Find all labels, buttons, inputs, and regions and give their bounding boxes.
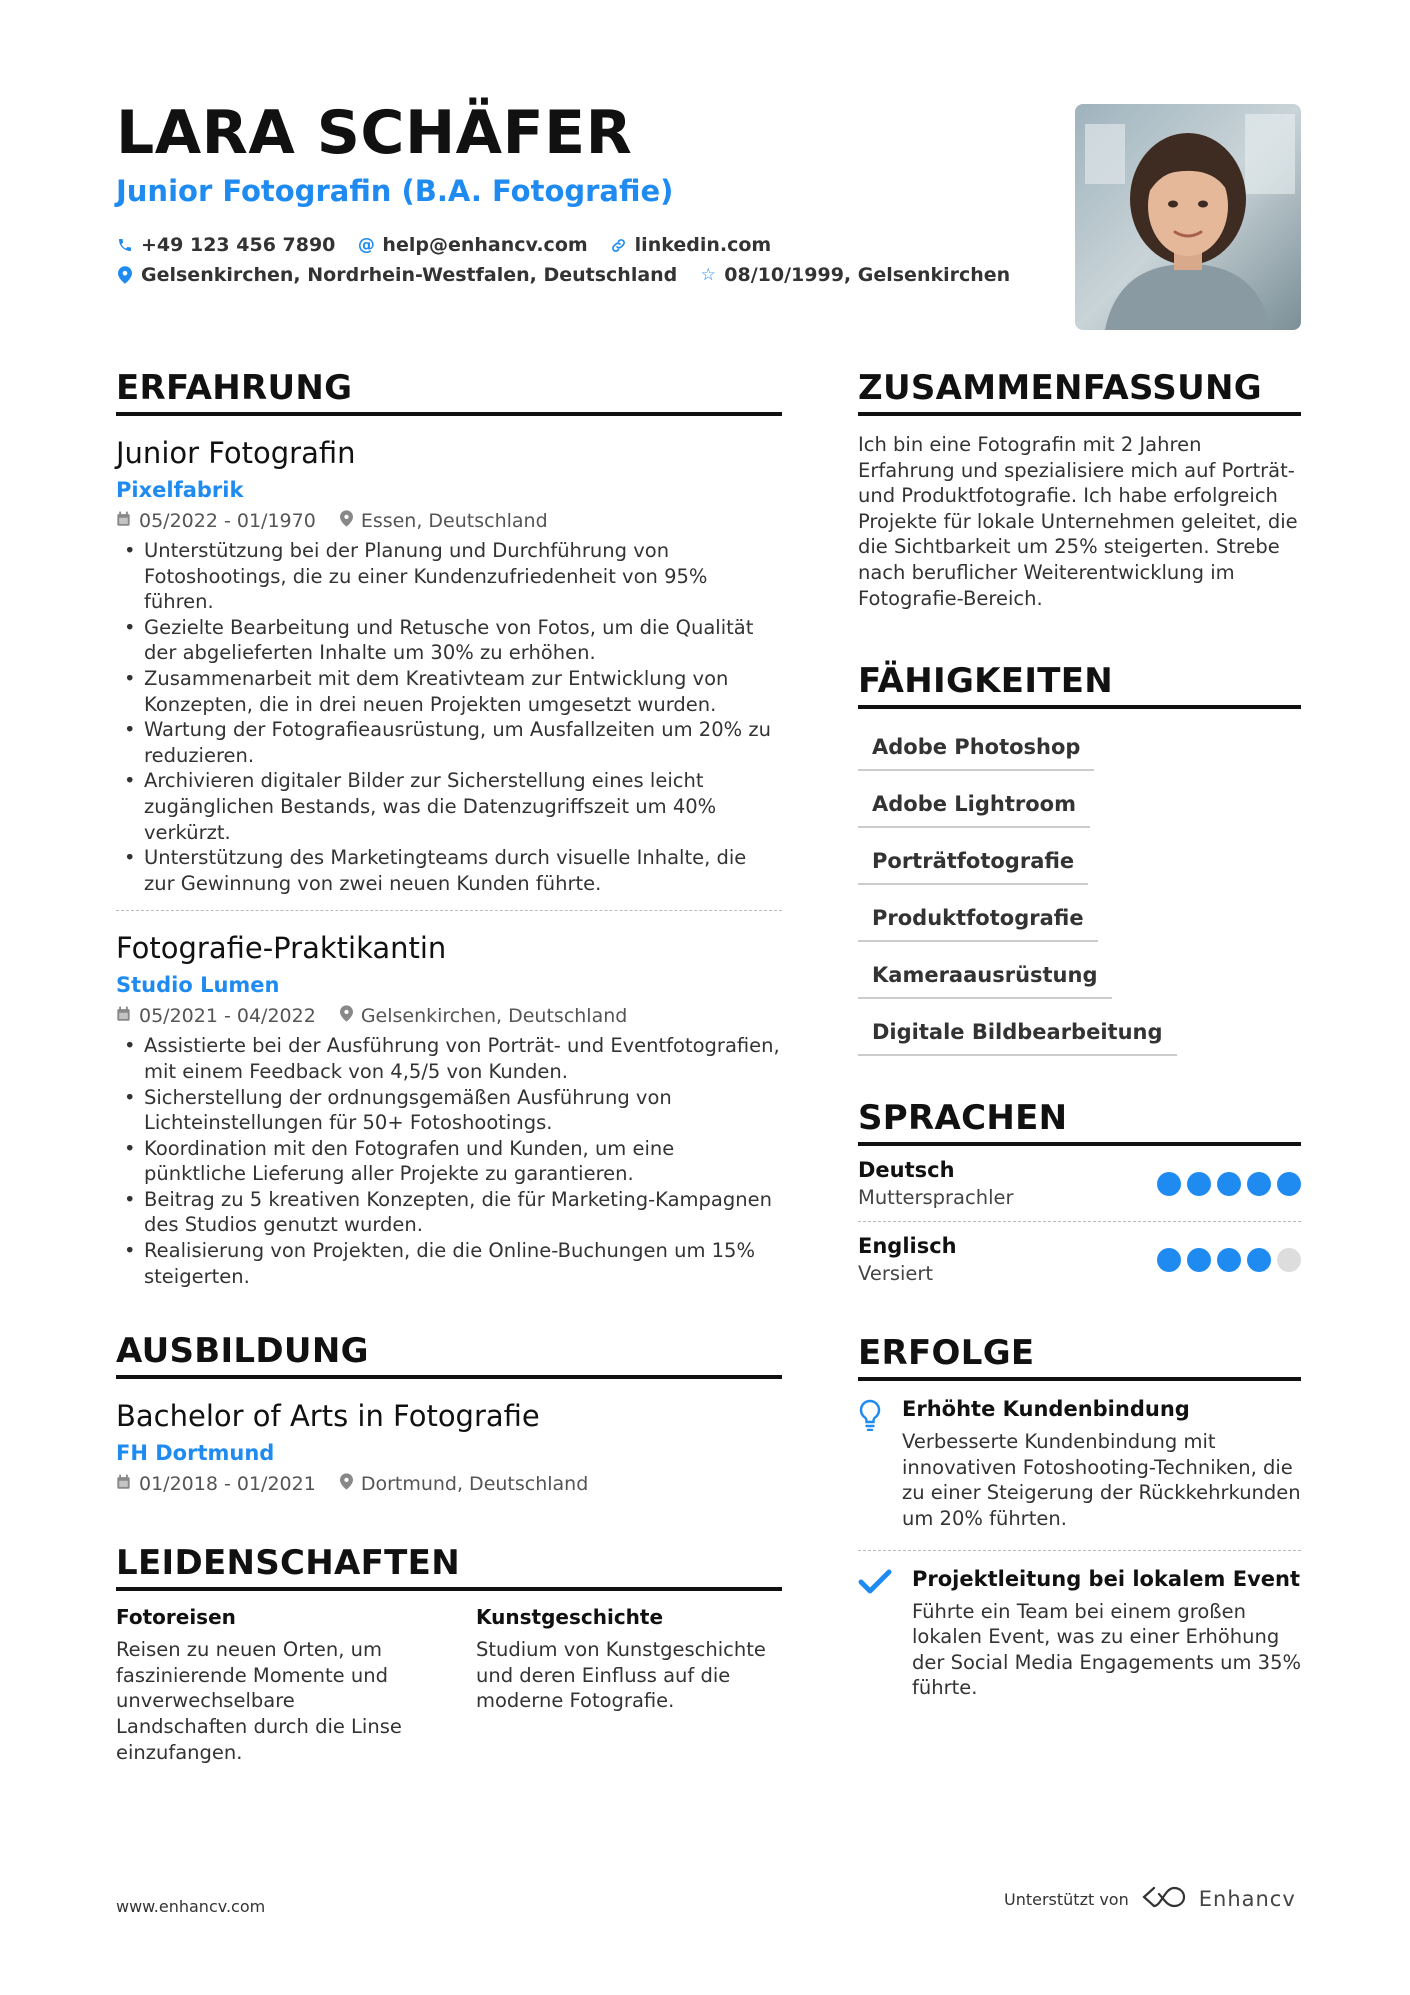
rating-dot-filled (1247, 1172, 1271, 1196)
skill-tag: Adobe Photoshop (858, 723, 1094, 771)
candidate-title: Junior Fotografin (B.A. Fotografie) (116, 174, 674, 208)
skills-list (858, 723, 1301, 1056)
bullet-item: • Unterstützung bei der Planung und Durchführung von Fotoshootings, die zu einer Kundenzufriedenheit von 95% führen. (116, 538, 782, 615)
bullet-item: • Archivieren digitaler Bilder zur Sicherstellung eines leicht zugänglichen Bestands, was die Datenzugriffszeit um 40% verkürzt. (116, 768, 782, 845)
passion-title: Kunstgeschichte (476, 1605, 664, 1630)
skill-tag: Kameraausrüstung (858, 951, 1112, 999)
job-bullets (116, 538, 782, 896)
languages-list (858, 1146, 1301, 1297)
bullet-item: • Unterstützung des Marketingteams durch visuelle Inhalte, die zur Gewinnung von zwei neuen Kunden führte. (116, 845, 782, 896)
location-contact (116, 260, 677, 290)
summary-text: Ich bin eine Fotografin mit 2 Jahren Erfahrung und spezialisiere mich auf Porträt- und Produktfotografie. Ich habe erfolgreich Projekte für lokale Unternehmen geleitet, die die Sichtbarkeit um 25% steigerten. Strebe nach beruflicher Weiterentwicklung im Fotografie-Bereich. (858, 433, 1298, 610)
achievement-item (858, 1550, 1301, 1719)
enhancv-logo-icon (1141, 1884, 1187, 1914)
job-role: Fotografie-Praktikantin (116, 931, 447, 966)
achievements-list (858, 1381, 1301, 1719)
rating-dot-filled (1157, 1172, 1181, 1196)
bullet-item: • Zusammenarbeit mit dem Kreativteam zur Entwicklung von Konzepten, die in drei neuen Projekten umgesetzt wurden. (116, 666, 782, 717)
education-heading: AUSBILDUNG (116, 1331, 782, 1379)
profile-photo (1075, 104, 1301, 330)
achievement-desc: Verbesserte Kundenbindung mit innovativen Fotoshooting-Techniken, die zu einer Steigerung der Rückkehrkunden um 20% führten. (902, 1430, 1301, 1530)
job-company: Studio Lumen (116, 973, 280, 998)
lightbulb-icon (858, 1397, 882, 1531)
rating-dot-filled (1157, 1248, 1181, 1272)
right-column (858, 368, 1301, 1719)
job-location: Essen, Deutschland (360, 510, 548, 532)
degree: Bachelor of Arts in Fotografie (116, 1399, 540, 1434)
footer-website[interactable]: www.enhancv.com (116, 1897, 266, 1916)
at-icon: @ (357, 235, 375, 255)
divider (116, 910, 782, 911)
linkedin-url: linkedin.com (634, 234, 772, 256)
bullet-item: • Beitrag zu 5 kreativen Konzepten, die für Marketing-Kampagnen des Studios genutzt wurden. (116, 1187, 782, 1238)
location-pin-icon (340, 1005, 353, 1027)
language-rating (1157, 1248, 1301, 1272)
language-level: Muttersprachler (858, 1186, 1014, 1210)
rating-dot-filled (1247, 1248, 1271, 1272)
left-column (116, 368, 782, 1765)
language-item (858, 1146, 1301, 1221)
language-level: Versiert (858, 1262, 934, 1286)
job-company: Pixelfabrik (116, 478, 244, 502)
job-meta (116, 1005, 782, 1027)
footer-brand (1004, 1884, 1296, 1914)
achievements-heading: ERFOLGE (858, 1333, 1301, 1381)
achievement-title: Projektleitung bei lokalem Event (912, 1566, 1300, 1591)
calendar-icon (116, 1006, 131, 1027)
rating-dot-filled (1217, 1172, 1241, 1196)
calendar-icon (116, 1474, 131, 1495)
candidate-name: LARA SCHÄFER (116, 98, 633, 168)
achievement-desc: Führte ein Team bei einem großen lokalen Event, was zu einer Erhöhung der Social Media Engagements um 35% führte. (912, 1599, 1302, 1700)
birth-info (699, 260, 1010, 290)
passion-item (116, 1605, 416, 1765)
bullet-item: • Wartung der Fotografieausrüstung, um Ausfallzeiten um 20% zu reduzieren. (116, 717, 782, 768)
education-dates: 01/2018 - 01/2021 (139, 1473, 316, 1496)
phone-number: +49 123 456 7890 (141, 234, 336, 256)
job-meta (116, 510, 782, 532)
calendar-icon (116, 511, 131, 532)
linkedin-contact[interactable] (610, 230, 772, 260)
rating-dot-filled (1277, 1172, 1301, 1196)
education-location: Dortmund, Deutschland (360, 1473, 589, 1496)
star-icon: ☆ (700, 265, 716, 285)
rating-dot-filled (1187, 1172, 1211, 1196)
contact-info (116, 230, 1016, 290)
education-entry (116, 1399, 782, 1495)
education-meta (116, 1473, 782, 1495)
passions-heading: LEIDENSCHAFTEN (116, 1543, 782, 1591)
achievement-item (858, 1381, 1301, 1549)
bullet-item: • Koordination mit den Fotografen und Kunden, um eine pünktliche Lieferung aller Projekte zu garantieren. (116, 1136, 782, 1187)
location-pin-icon (340, 510, 353, 532)
language-name: Deutsch (858, 1158, 955, 1183)
birth-text: 08/10/1999, Gelsenkirchen (724, 264, 1011, 286)
job-role: Junior Fotografin (116, 436, 356, 470)
bullet-item: • Sicherstellung der ordnungsgemäßen Ausführung von Lichteinstellungen für 50+ Fotoshootings. (116, 1085, 782, 1136)
bullet-item: • Realisierung von Projekten, die die Online-Buchungen um 15% steigerten. (116, 1238, 782, 1289)
job-dates: 05/2022 - 01/1970 (139, 510, 316, 532)
language-item (858, 1221, 1301, 1297)
powered-by-text: Unterstützt von (1004, 1889, 1129, 1909)
achievement-title: Erhöhte Kundenbindung (902, 1397, 1190, 1422)
phone-icon (116, 237, 134, 253)
language-name: Englisch (858, 1234, 957, 1259)
passion-title: Fotoreisen (116, 1605, 236, 1630)
bullet-item: • Assistierte bei der Ausführung von Porträt- und Eventfotografien, mit einem Feedback von 4,5/5 von Kunden. (116, 1033, 782, 1084)
passion-desc: Reisen zu neuen Orten, um faszinierende Momente und unverwechselbare Landschaften durch die Linse einzufangen. (116, 1638, 402, 1764)
skill-tag: Adobe Lightroom (858, 780, 1090, 828)
job-entry (116, 931, 782, 1289)
languages-heading: SPRACHEN (858, 1098, 1301, 1146)
bullet-item: • Gezielte Bearbeitung und Retusche von Fotos, um die Qualität der abgelieferten Inhalte um 30% zu erhöhen. (116, 615, 782, 666)
link-icon (610, 237, 628, 254)
job-bullets (116, 1033, 782, 1289)
experience-heading: ERFAHRUNG (116, 368, 782, 416)
location-text: Gelsenkirchen, Nordrhein-Westfalen, Deutschland (141, 264, 678, 286)
language-rating (1157, 1172, 1301, 1196)
passion-desc: Studium von Kunstgeschichte und deren Einfluss auf die moderne Fotografie. (476, 1638, 766, 1713)
location-pin-icon (340, 1473, 353, 1495)
skill-tag: Porträtfotografie (858, 837, 1088, 885)
passions-list (116, 1605, 782, 1765)
checkmark-icon (858, 1567, 892, 1701)
summary-heading: ZUSAMMENFASSUNG (858, 368, 1301, 416)
email-contact[interactable] (357, 230, 587, 260)
rating-dot-filled (1187, 1248, 1211, 1272)
skills-heading: FÄHIGKEITEN (858, 661, 1301, 709)
brand-name: Enhancv (1198, 1887, 1296, 1911)
rating-dot-filled (1217, 1248, 1241, 1272)
location-pin-icon (116, 266, 134, 284)
job-entry (116, 436, 782, 896)
email-address: help@enhancv.com (382, 234, 588, 256)
school: FH Dortmund (116, 1441, 275, 1466)
phone-contact[interactable] (116, 230, 335, 260)
skill-tag: Produktfotografie (858, 894, 1098, 942)
job-dates: 05/2021 - 04/2022 (139, 1005, 316, 1028)
job-location: Gelsenkirchen, Deutschland (360, 1005, 628, 1028)
skill-tag: Digitale Bildbearbeitung (858, 1008, 1177, 1056)
passion-item (476, 1605, 776, 1765)
rating-dot-empty (1277, 1248, 1301, 1272)
